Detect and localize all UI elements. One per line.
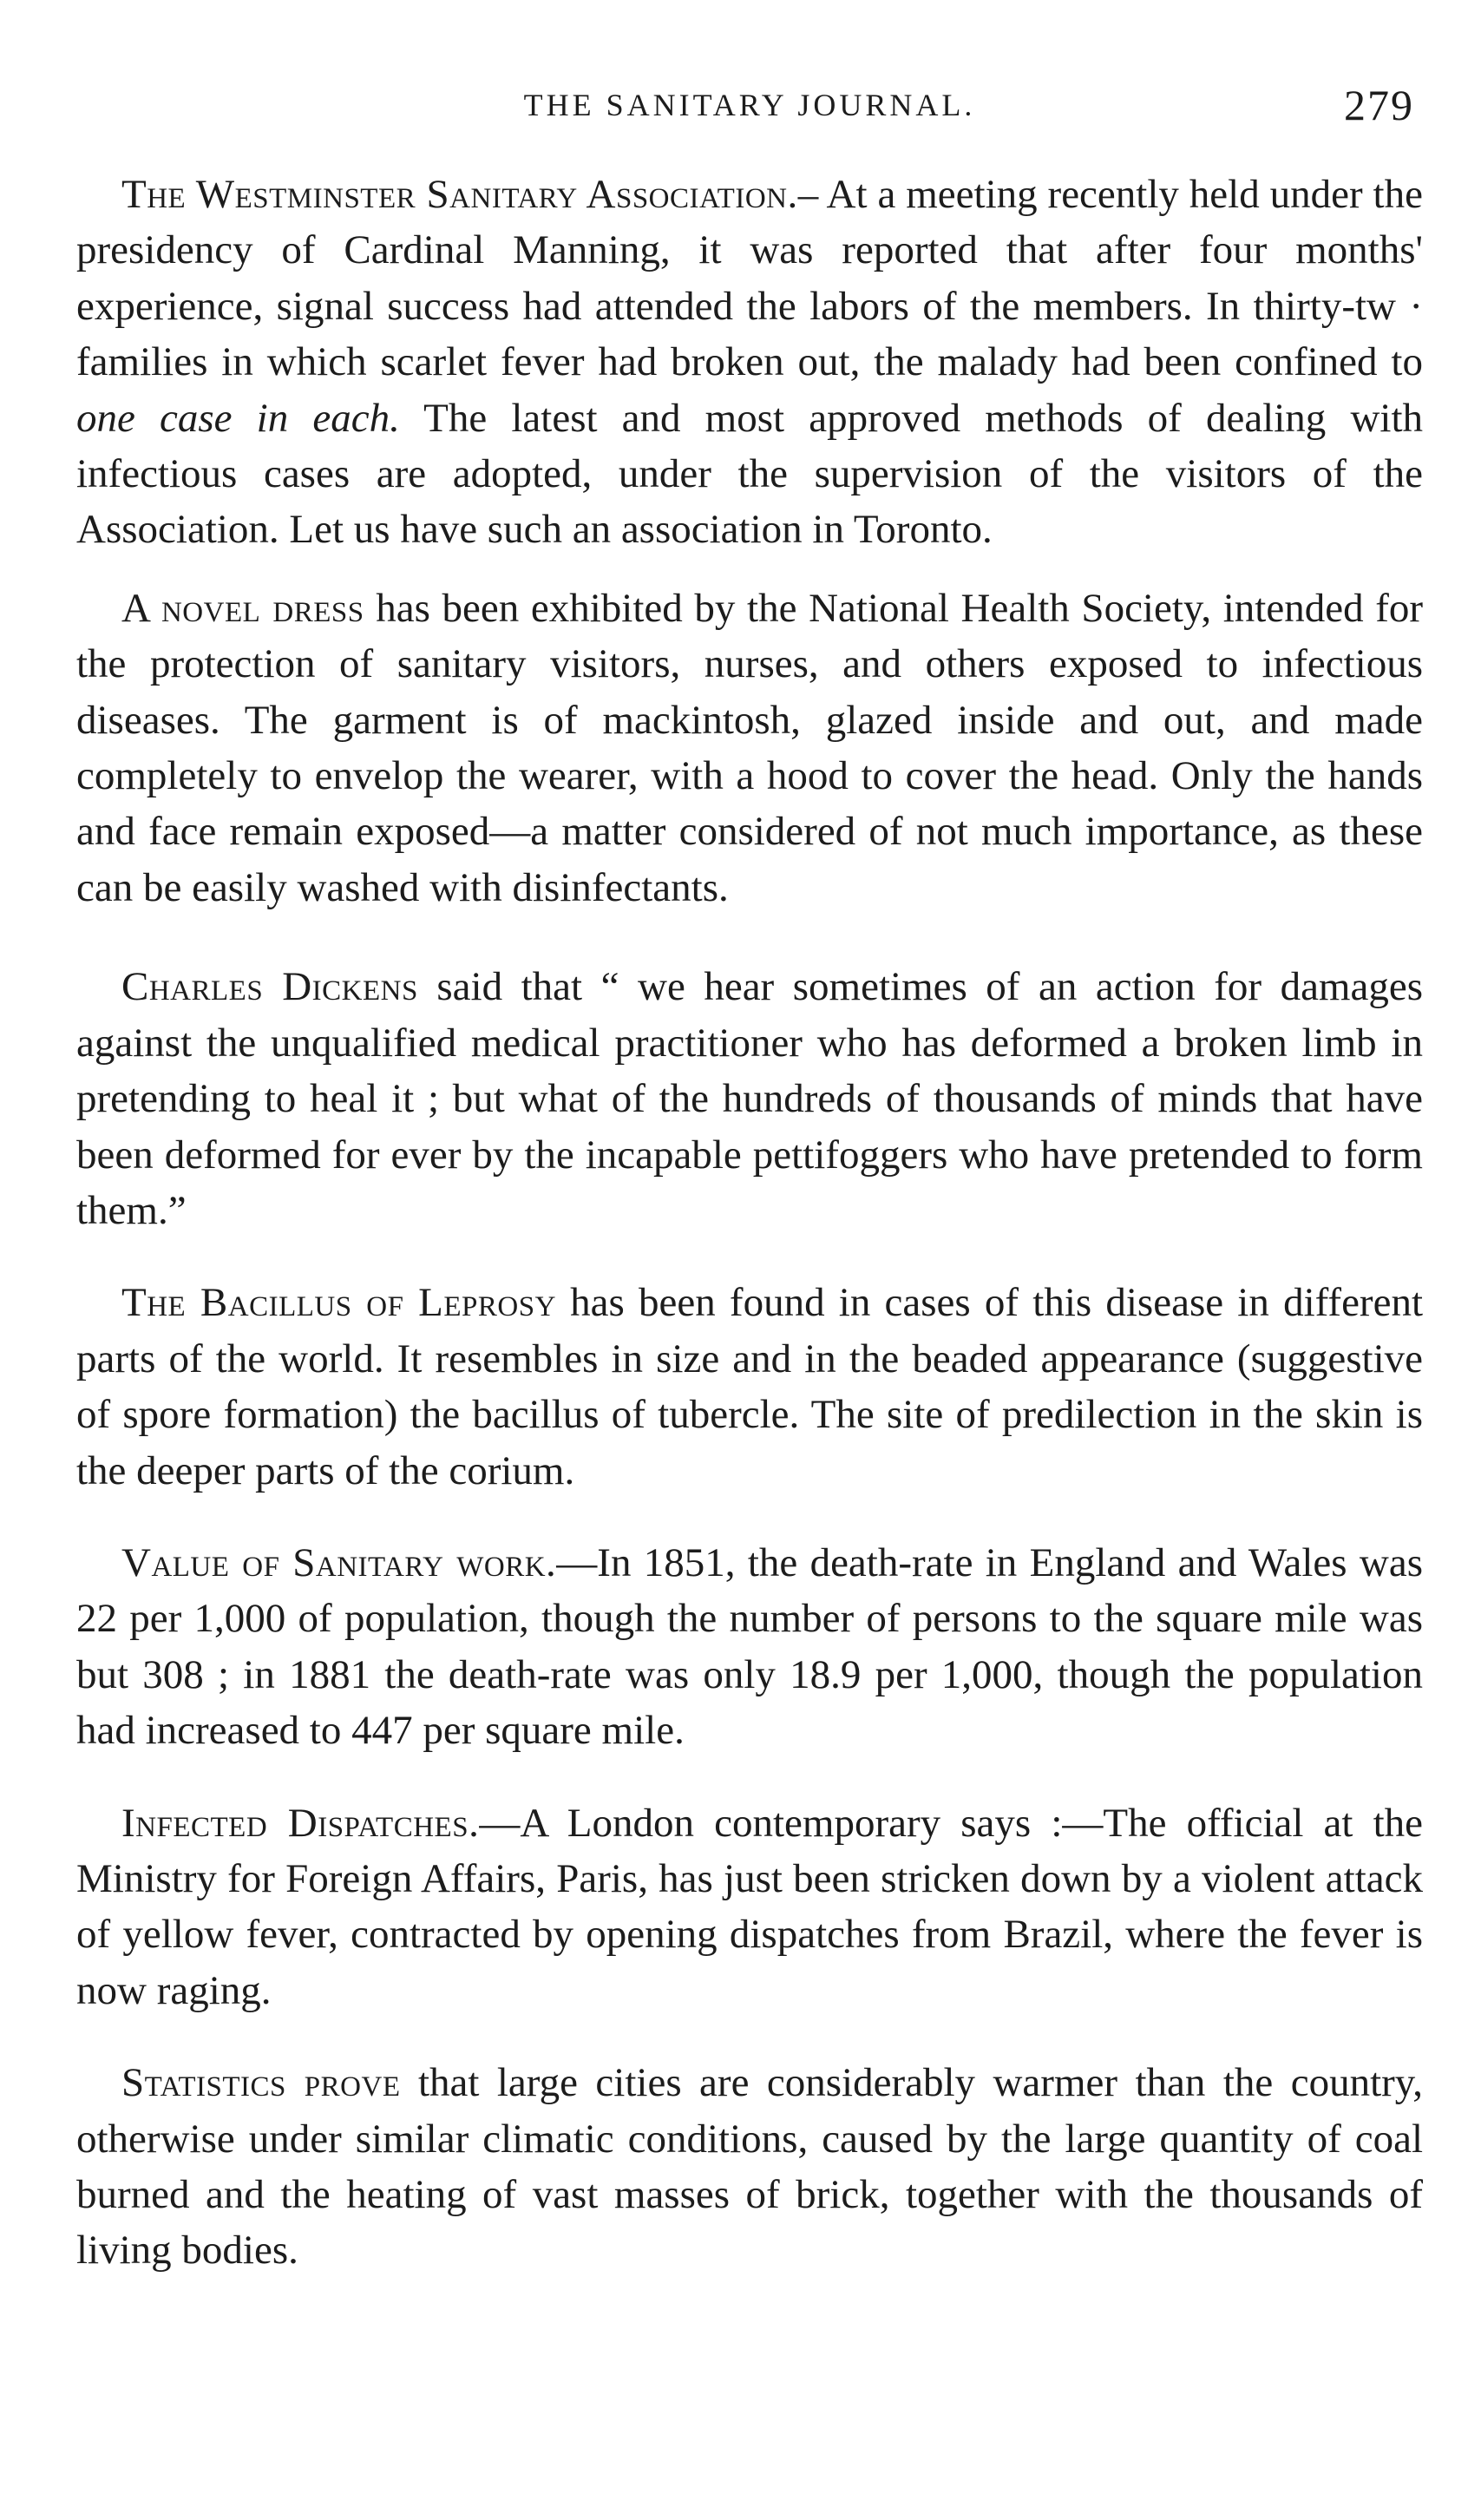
paragraph-bacillus-of-leprosy xyxy=(76,1275,1423,1499)
paragraph-text: that large cities are considerably warmer than the country, otherwise under similar climatic conditions, caused by the large quantity of coal burned and the heating of vast masses of brick, together with the thousands of living bodies. xyxy=(76,2060,1423,2274)
paragraph-lead: Charles Dickens xyxy=(121,964,418,1010)
paragraph-lead: Value of Sanitary work. xyxy=(121,1539,557,1585)
article-body xyxy=(76,167,1423,2313)
paragraph-text: The latest and most approved methods of dealing with infectious cases are adopted, under the supervision of the visitors of the Association. Let us have such an association in Toronto. xyxy=(76,395,1423,553)
journal-title: THE SANITARY JOURNAL. xyxy=(523,88,976,122)
paragraph-charles-dickens xyxy=(76,959,1423,1238)
paragraph-lead: The Westminster Sanitary Association. xyxy=(121,172,798,217)
paragraph-statistics-prove xyxy=(76,2055,1423,2279)
paragraph-text: – At a meeting recently held under the presidency of Cardinal Manning, it was reported that after four months' experience, signal success had attended the labors of the members. In thirty-tw · families in which scarlet fever had broken out, the malady had been confined to xyxy=(76,172,1423,385)
page-number: 279 xyxy=(1344,81,1414,129)
paragraph-text: has been exhibited by the National Health Society, intended for the protection of sanitary visitors, nurses, and others exposed to infectious diseases. The garment is of mackintosh, glazed inside and out, and made completely to envelop the wearer, with a hood to cover the head. Only the hands and face remain exposed—a matter considered of not much importance, as these can be easily washed with disinfectants. xyxy=(76,585,1423,910)
paragraph-lead: Infected Dispatches. xyxy=(121,1800,480,1846)
paragraph-text: —In 1851, the death-rate in England and Wales was 22 per 1,000 of population, though the number of persons to the square mile was but 308 ; in 1881 the death-rate was only 18.9 per 1,000, though the population had increased to 447 per square mile. xyxy=(76,1539,1423,1754)
running-head xyxy=(76,80,1423,132)
paragraph-novel-dress xyxy=(76,581,1423,915)
paragraph-infected-dispatches xyxy=(76,1795,1423,2019)
paragraph-text: —A London contemporary says :—The official at the Ministry for Foreign Affairs, Paris, has just been stricken down by a violent attack of yellow fever, contracted by opening dispatches from Brazil, where the fever is now raging. xyxy=(76,1800,1423,2013)
paragraph-value-of-sanitary-work xyxy=(76,1535,1423,1759)
paragraph-lead: Statistics prove xyxy=(121,2060,401,2106)
paragraph-lead: A novel dress xyxy=(121,585,364,631)
emphasized-text: one case in each. xyxy=(76,395,400,441)
paragraph-westminster-sanitary-association xyxy=(76,167,1423,558)
paragraph-text: has been found in cases of this disease in different parts of the world. It resembles in size and in the beaded appearance (suggestive of spore formation) the bacillus of tubercle. The site of predilection in the skin is the deeper parts of the corium. xyxy=(76,1280,1424,1493)
paragraph-lead: The Bacillus of Leprosy xyxy=(121,1280,556,1326)
paragraph-text: said that “ we hear sometimes of an action for damages against the unqualified medical practitioner who has deformed a broken limb in pretending to heal it ; but what of the hundreds of thousands of minds that have been deformed for ever by the incapable pettifoggers who have pretended to form them.” xyxy=(76,964,1424,1233)
